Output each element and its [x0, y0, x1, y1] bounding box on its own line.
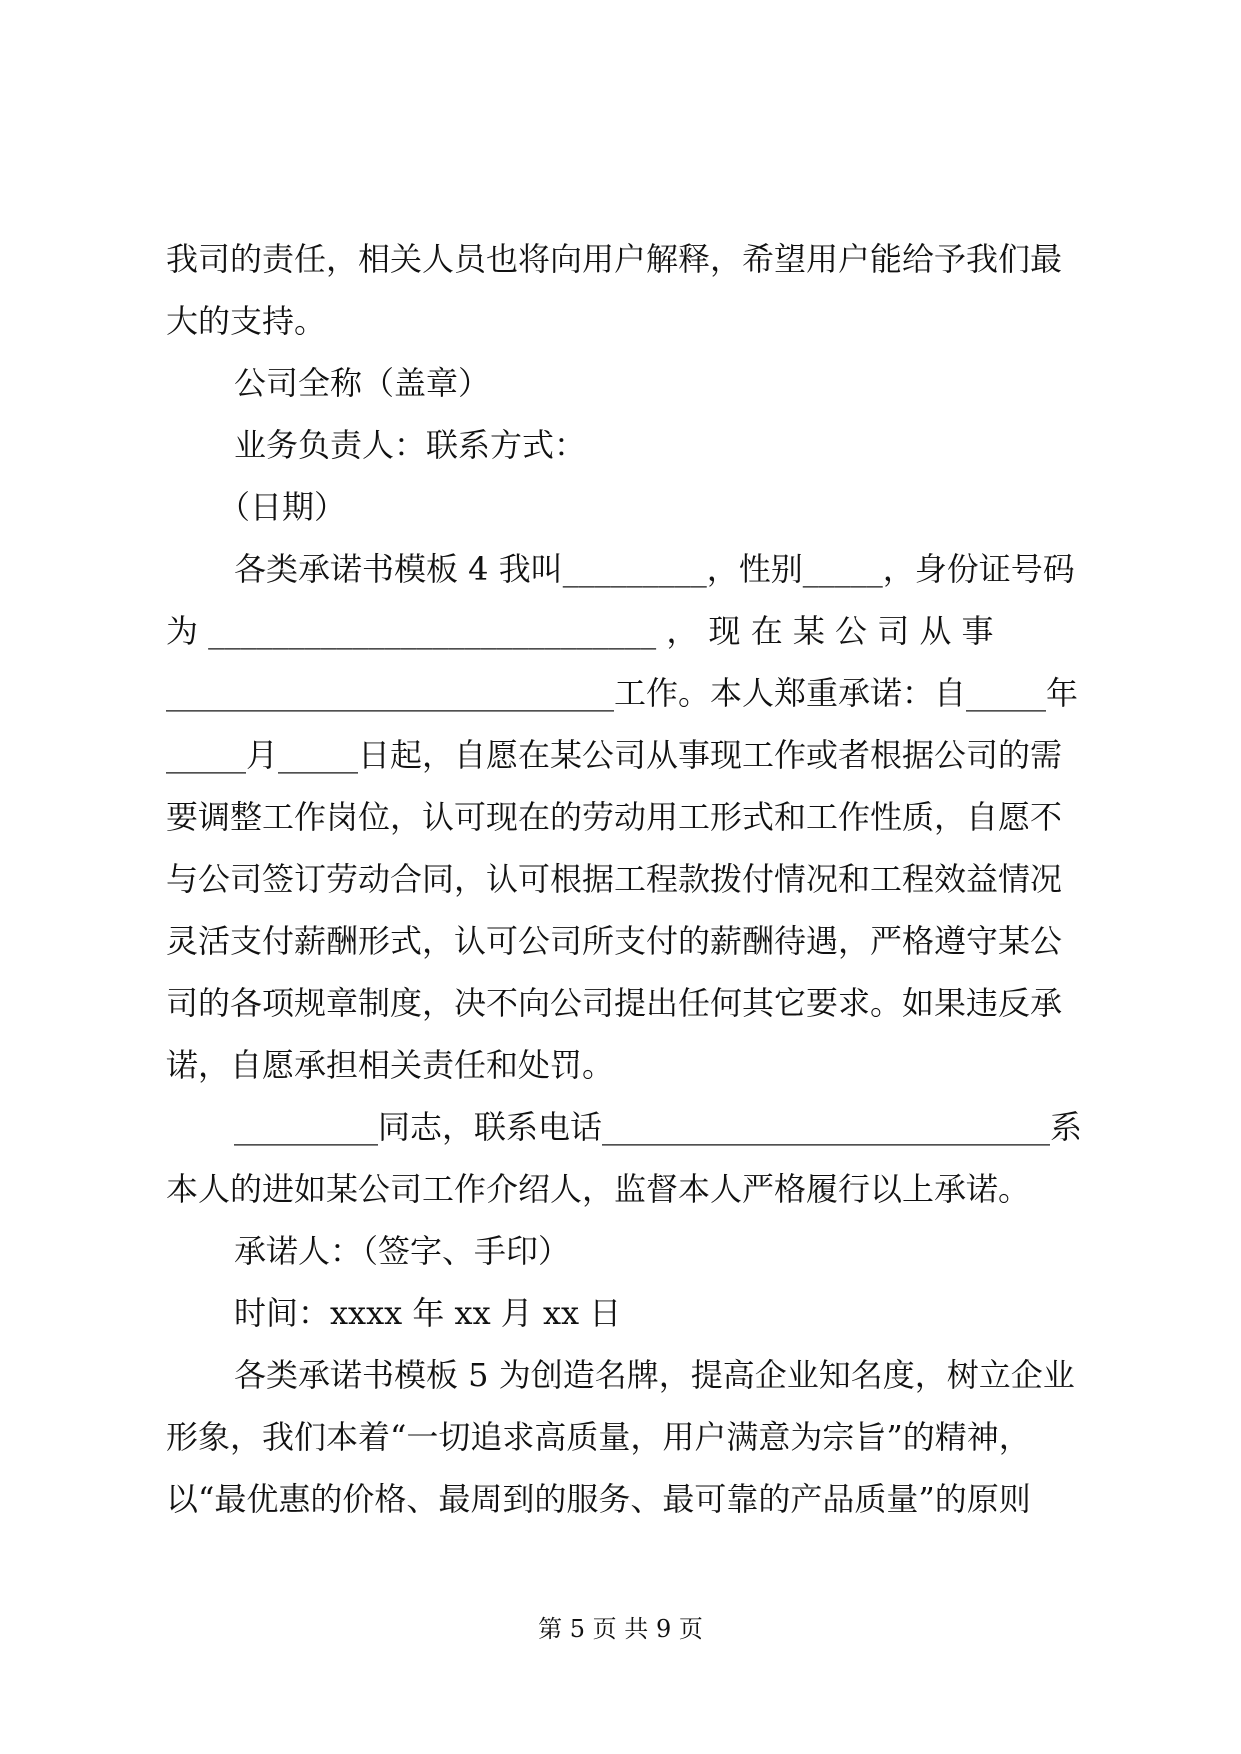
text-line: 形象，我们本着“一切追求高质量，用户满意为宗旨”的精神， — [166, 1418, 1031, 1456]
company-name-line: 公司全称（盖章） — [234, 364, 491, 402]
text-line: 要调整工作岗位，认可现在的劳动用工形式和工作性质，自愿不 — [166, 798, 1063, 836]
time-line: 时间：xxxx 年 xx 月 xx 日 — [234, 1294, 622, 1332]
page-number-footer: 第 5 页 共 9 页 — [538, 1615, 703, 1643]
date-line: （日期） — [218, 488, 347, 526]
text-line: 我司的责任，相关人员也将向用户解释，希望用户能给予我们最 — [166, 240, 1063, 278]
text-line: _________同志，联系电话____________________________系 — [234, 1108, 1083, 1146]
text-line: 司的各项规章制度，决不向公司提出任何其它要求。如果违反承 — [166, 984, 1063, 1022]
document-body — [166, 228, 1081, 1530]
signature-line: 承诺人：（签字、手印） — [234, 1232, 571, 1270]
text-line: _____月_____日起，自愿在某公司从事现工作或者根据公司的需 — [166, 736, 1063, 774]
text-line: 为 ____________________________ ， 现 在 某 公 司 从 事 — [166, 612, 994, 650]
text-line: 以“最优惠的价格、最周到的服务、最可靠的产品质量”的原则 — [166, 1480, 1031, 1518]
business-contact-line: 业务负责人：联系方式： — [234, 426, 587, 464]
text-line: 各类承诺书模板 4 我叫_________，性别_____，身份证号码 — [234, 550, 1075, 588]
text-line: 灵活支付薪酬形式，认可公司所支付的薪酬待遇，严格遵守某公 — [166, 922, 1063, 960]
text-line: 诺，自愿承担相关责任和处罚。 — [166, 1046, 615, 1084]
text-line: 大的支持。 — [166, 302, 327, 340]
text-line: 各类承诺书模板 5 为创造名牌，提高企业知名度，树立企业 — [234, 1356, 1075, 1394]
text-line: 本人的进如某公司工作介绍人，监督本人严格履行以上承诺。 — [166, 1170, 1031, 1208]
text-line: 与公司签订劳动合同，认可根据工程款拨付情况和工程效益情况 — [166, 860, 1063, 898]
text-line: ____________________________工作。本人郑重承诺：自_____年 — [166, 674, 1079, 712]
